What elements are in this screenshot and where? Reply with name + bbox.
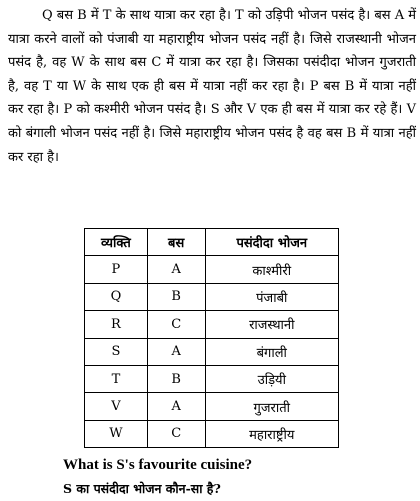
cell-cuisine: पंजाबी — [205, 283, 338, 310]
table-row — [85, 283, 339, 310]
cell-bus: A — [147, 393, 205, 420]
cell-person: Q — [85, 283, 148, 310]
table-row — [85, 420, 339, 447]
header-bus: बस — [147, 229, 205, 256]
table-row — [85, 393, 339, 420]
cell-cuisine: काश्मीरी — [205, 256, 338, 283]
cell-bus: C — [147, 420, 205, 447]
question-hindi: S का पसंदीदा भोजन कौन-सा है? — [63, 481, 221, 496]
cell-person: S — [85, 338, 148, 365]
question-english: What is S's favourite cuisine? — [63, 457, 253, 473]
cell-bus: C — [147, 311, 205, 338]
header-cuisine: पसंदीदा भोजन — [205, 229, 338, 256]
table-row — [85, 338, 339, 365]
cell-cuisine: उड़ियी — [205, 365, 338, 392]
cell-cuisine: गुजराती — [205, 393, 338, 420]
cell-person: W — [85, 420, 148, 447]
table-row — [85, 311, 339, 338]
cell-cuisine: राजस्थानी — [205, 311, 338, 338]
cell-person: R — [85, 311, 148, 338]
table-row — [85, 365, 339, 392]
cell-cuisine: बंगाली — [205, 338, 338, 365]
cell-person: V — [85, 393, 148, 420]
table-header-row — [85, 229, 339, 256]
cell-person: P — [85, 256, 148, 283]
cell-cuisine: महाराष्ट्रीय — [205, 420, 338, 447]
header-person: व्यक्ति — [85, 229, 148, 256]
cell-bus: B — [147, 365, 205, 392]
passage-text: Q बस B में T के साथ यात्रा कर रहा है। T को उड़िपी भोजन पसंद है। बस A में यात्रा करने वालों को पंजाबी या महाराष्ट्रीय भोजन पसंद नहीं है। जिसे राजस्थानी भोजन पसंद है, वह W के साथ बस C में यात्रा कर रहा है। जिसका पसंदीदा भोजन गुजराती है, वह T या W के साथ एक ही बस में यात्रा नहीं कर रहा है। P बस B में यात्रा नहीं कर रहा है। P को कश्मीरी भोजन पसंद है। S और V एक ही बस में यात्रा कर रहे हैं। V को बंगाली भोजन पसंद नहीं है। जिसे महाराष्ट्रीय भोजन पसंद है वह बस B में यात्रा नहीं कर रहा है। — [8, 8, 416, 165]
cell-bus: B — [147, 283, 205, 310]
cell-bus: A — [147, 338, 205, 365]
person-bus-cuisine-table — [84, 228, 339, 448]
table-row — [85, 256, 339, 283]
cell-person: T — [85, 365, 148, 392]
cell-bus: A — [147, 256, 205, 283]
